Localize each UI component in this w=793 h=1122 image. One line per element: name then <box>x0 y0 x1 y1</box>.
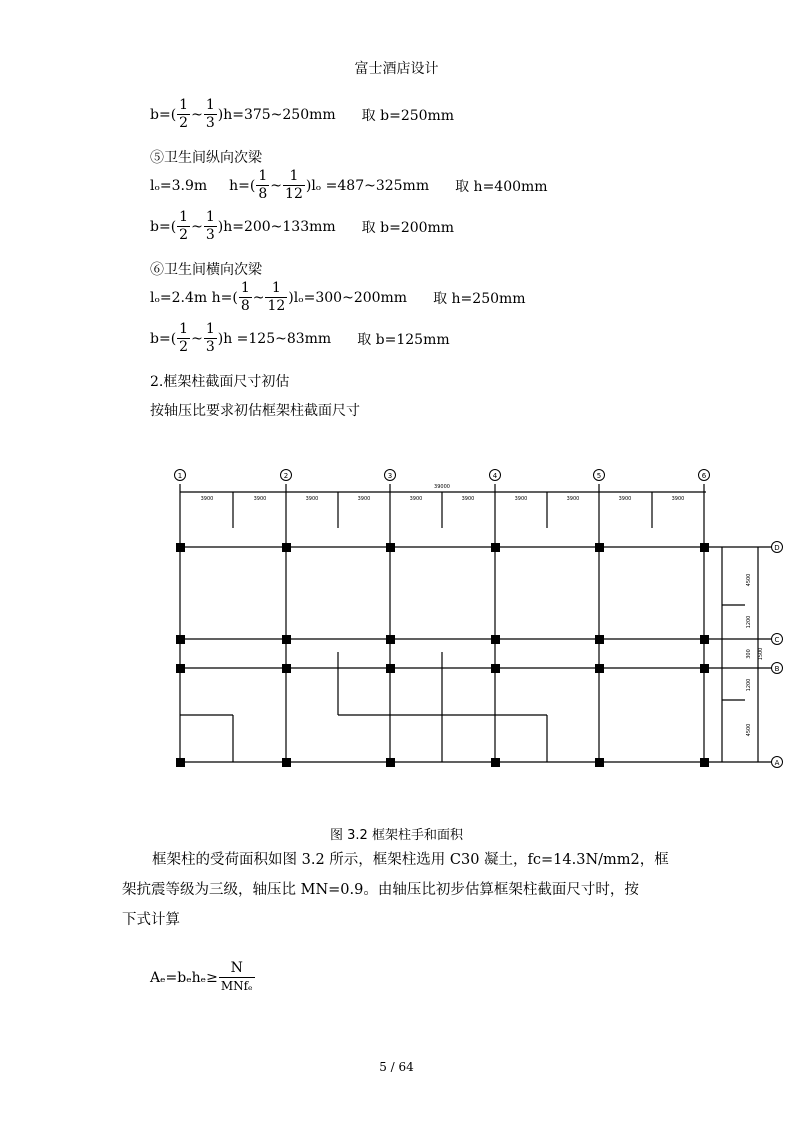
axis-label: A <box>774 759 780 767</box>
take-value: 取 b=250mm <box>361 107 455 124</box>
dimension: 3900 <box>566 496 580 502</box>
formula-fraction: $\frac{N}{\text{MNfₑ}}$ <box>220 960 253 993</box>
dimension: 3900 <box>618 496 632 502</box>
axis-label: 5 <box>596 472 602 480</box>
axis-label: 1 <box>177 472 183 480</box>
calc-line-7: b=( $\frac{1}{2}$ ~ $\frac{1}{3}$ )h =125~83mm 取 b=125mm <box>150 321 450 355</box>
dimension: 1200 <box>746 615 752 629</box>
fraction: $\frac{1}{8}$ <box>240 280 250 314</box>
figure-caption: 图 3.2 框架柱手和面积 <box>330 828 463 843</box>
page-header: 富士酒店设计 <box>354 61 439 77</box>
fraction: $\frac{1}{12}$ <box>285 168 303 202</box>
dimension: 300 <box>746 649 752 659</box>
calc-line-1: b=( $\frac{1}{2}$ ~ $\frac{1}{3}$ )h=375~250mm 取 b=250mm <box>150 97 455 131</box>
fraction: $\frac{1}{2}$ <box>179 209 189 243</box>
fraction: $\frac{1}{3}$ <box>205 97 215 131</box>
fraction: $\frac{1}{12}$ <box>267 280 286 314</box>
dimension: 3900 <box>409 496 423 502</box>
fraction: $\frac{1}{8}$ <box>258 168 268 202</box>
dimension: 4500 <box>746 573 752 587</box>
take-value: 取 h=400mm <box>455 178 548 195</box>
dimension: 3900 <box>671 496 685 502</box>
dimension: 1200 <box>746 678 752 692</box>
page-number: 5 / 64 <box>379 1060 414 1074</box>
frame-plan-drawing <box>0 460 793 780</box>
calc-line-6: lₒ=2.4m h=( $\frac{1}{8}$ ~ $\frac{1}{12}$ )lₒ=300~200mm 取 h=250mm <box>150 280 526 314</box>
paragraph-line: 框架柱的受荷面积如图 3.2 所示，框架柱选用 C30 凝土，fc=14.3N/mm2，框 <box>152 852 669 868</box>
take-value: 取 b=125mm <box>357 331 450 348</box>
axis-label: B <box>774 665 780 673</box>
fraction: $\frac{1}{3}$ <box>205 321 215 355</box>
fraction: $\frac{1}{3}$ <box>205 209 215 243</box>
axis-label: 4 <box>492 472 498 480</box>
calc-line-5: ⑥卫生间横向次梁 <box>150 262 262 278</box>
body-paragraph <box>122 845 682 935</box>
axis-label: C <box>774 636 780 644</box>
dimension: 3900 <box>253 496 267 502</box>
axis-label: 6 <box>701 472 707 480</box>
paragraph-line: 架抗震等级为三级，轴压比 MN=0.9。由轴压比初步估算框架柱截面尺寸时，按 <box>122 882 639 898</box>
expr-result: )h=375~250mm <box>217 106 336 123</box>
calc-line-2: ⑤卫生间纵向次梁 <box>150 150 262 166</box>
formula-lhs: Aₑ=bₑhₑ≥ <box>150 969 218 986</box>
dimension: 3900 <box>514 496 528 502</box>
dimension: 4500 <box>746 723 752 737</box>
section-text: 按轴压比要求初估框架柱截面尺寸 <box>150 403 360 419</box>
take-value: 取 b=200mm <box>361 219 455 236</box>
axis-label: 2 <box>283 472 289 480</box>
dimension: 3900 <box>461 496 475 502</box>
expr-prefix: b=( <box>150 106 177 123</box>
dimension: 3900 <box>305 496 319 502</box>
calc-line-3: lₒ=3.9m h=( $\frac{1}{8}$ ~ $\frac{1}{12}$ )lₒ =487~325mm 取 h=400mm <box>150 168 548 202</box>
formula <box>150 960 256 995</box>
total-dimension: 39000 <box>434 484 450 490</box>
dimension: 3900 <box>200 496 214 502</box>
calc-line-4: b=( $\frac{1}{2}$ ~ $\frac{1}{3}$ )h=200~133mm 取 b=200mm <box>150 209 455 243</box>
take-value: 取 h=250mm <box>433 290 526 307</box>
fraction: $\frac{1}{2}$ <box>179 97 189 131</box>
axis-label: 3 <box>387 472 393 480</box>
section-heading: 2.框架柱截面尺寸初估 <box>150 374 290 390</box>
paragraph-line: 下式计算 <box>122 912 180 928</box>
axis-label: D <box>774 544 780 552</box>
dimension: 3900 <box>357 496 371 502</box>
dimension: 1500 <box>758 647 764 661</box>
fraction: $\frac{1}{2}$ <box>179 321 189 355</box>
